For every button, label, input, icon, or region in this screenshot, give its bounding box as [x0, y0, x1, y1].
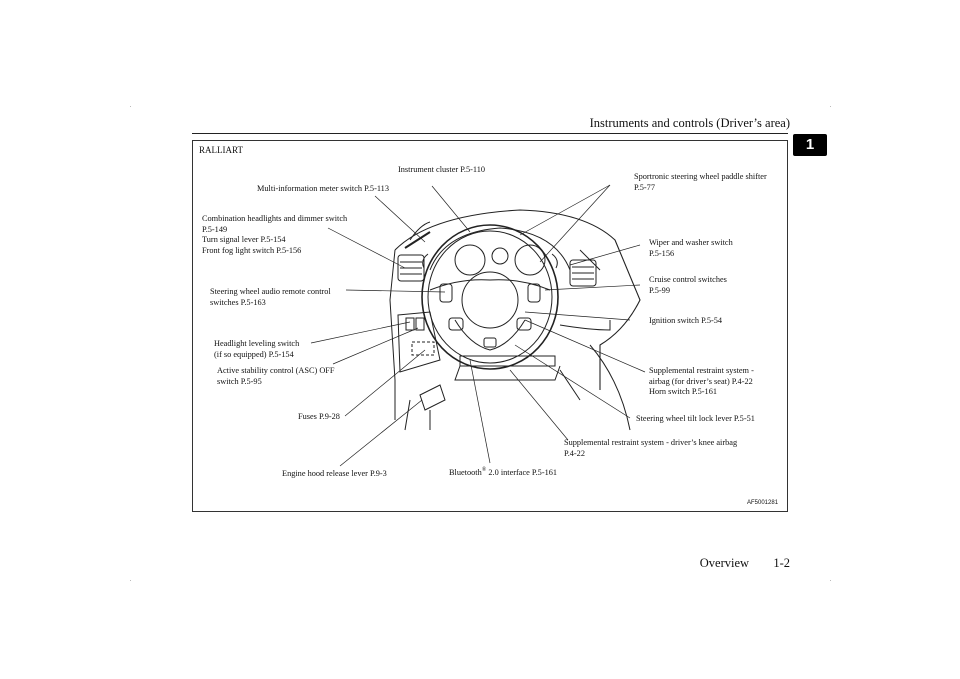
label-hood-release [282, 469, 387, 480]
chapter-tab: 1 [793, 134, 827, 156]
label-line: airbag (for driver’s seat) P.4-22 [649, 376, 753, 386]
label-bluetooth-prefix: Bluetooth [449, 467, 482, 477]
label-instrument-cluster [398, 165, 485, 176]
label-bluetooth-suffix: 2.0 interface P.5-161 [486, 467, 558, 477]
label-line: Fuses P.9-28 [298, 412, 340, 421]
label-ignition-switch [649, 316, 722, 327]
label-line: Engine hood release lever P.9-3 [282, 469, 387, 478]
label-line: P.5-156 [649, 248, 675, 258]
label-line: P.5-77 [634, 182, 655, 192]
figure-variant-label: RALLIART [199, 145, 243, 155]
crop-mark [130, 580, 131, 581]
crop-mark [130, 106, 131, 107]
label-line: P.4-22 [564, 448, 585, 458]
page-footer [640, 556, 790, 571]
figure-reference-code: AF5001281 [747, 500, 779, 506]
label-line: Active stability control (ASC) OFF [217, 366, 335, 375]
label-audio-remote [210, 287, 331, 308]
label-line: Steering wheel audio remote control [210, 287, 331, 296]
label-line: switch P.5-95 [217, 376, 262, 386]
label-combination-switch [202, 214, 347, 256]
label-line: Turn signal lever P.5-154 [202, 235, 286, 244]
label-line: Wiper and washer switch [649, 238, 733, 247]
label-line: Steering wheel tilt lock lever P.5-51 [636, 414, 755, 423]
label-line: Sportronic steering wheel paddle shifter [634, 172, 767, 181]
label-line: Headlight leveling switch [214, 339, 300, 348]
label-cruise-control [649, 275, 727, 296]
label-srs-airbag [649, 366, 754, 398]
label-knee-airbag [564, 438, 737, 459]
label-line: Cruise control switches [649, 275, 727, 284]
label-line: Supplemental restraint system - [649, 366, 754, 375]
label-wiper-switch [649, 238, 733, 259]
label-line: P.5-149 [202, 224, 228, 234]
label-line: switches P.5-163 [210, 297, 266, 307]
label-paddle-shifter [634, 172, 767, 193]
footer-section: Overview [699, 556, 750, 570]
page-number: 1-2 [773, 556, 790, 570]
label-bluetooth [449, 465, 557, 478]
label-line: Front fog light switch P.5-156 [202, 245, 302, 255]
label-multi-info-switch [257, 184, 389, 195]
label-tilt-lever [636, 414, 755, 425]
section-title: Instruments and controls (Driver’s area) [589, 116, 790, 130]
label-line: Ignition switch P.5-54 [649, 316, 723, 325]
label-line: Horn switch P.5-161 [649, 387, 717, 396]
crop-mark [830, 580, 831, 581]
label-line: Instrument cluster P.5-110 [398, 165, 486, 174]
label-line: Multi-information meter switch P.5-113 [257, 184, 389, 193]
label-line: P.5-99 [649, 285, 670, 295]
label-fuses [298, 412, 340, 423]
label-line: (if so equipped) P.5-154 [214, 349, 294, 359]
registered-mark: ® [481, 467, 487, 473]
crop-mark [830, 106, 831, 107]
label-asc-off [217, 366, 335, 387]
label-headlight-leveling [214, 339, 299, 360]
label-line: Combination headlights and dimmer switch [202, 214, 348, 223]
label-line: Supplemental restraint system - driver’s knee airbag [564, 438, 738, 447]
